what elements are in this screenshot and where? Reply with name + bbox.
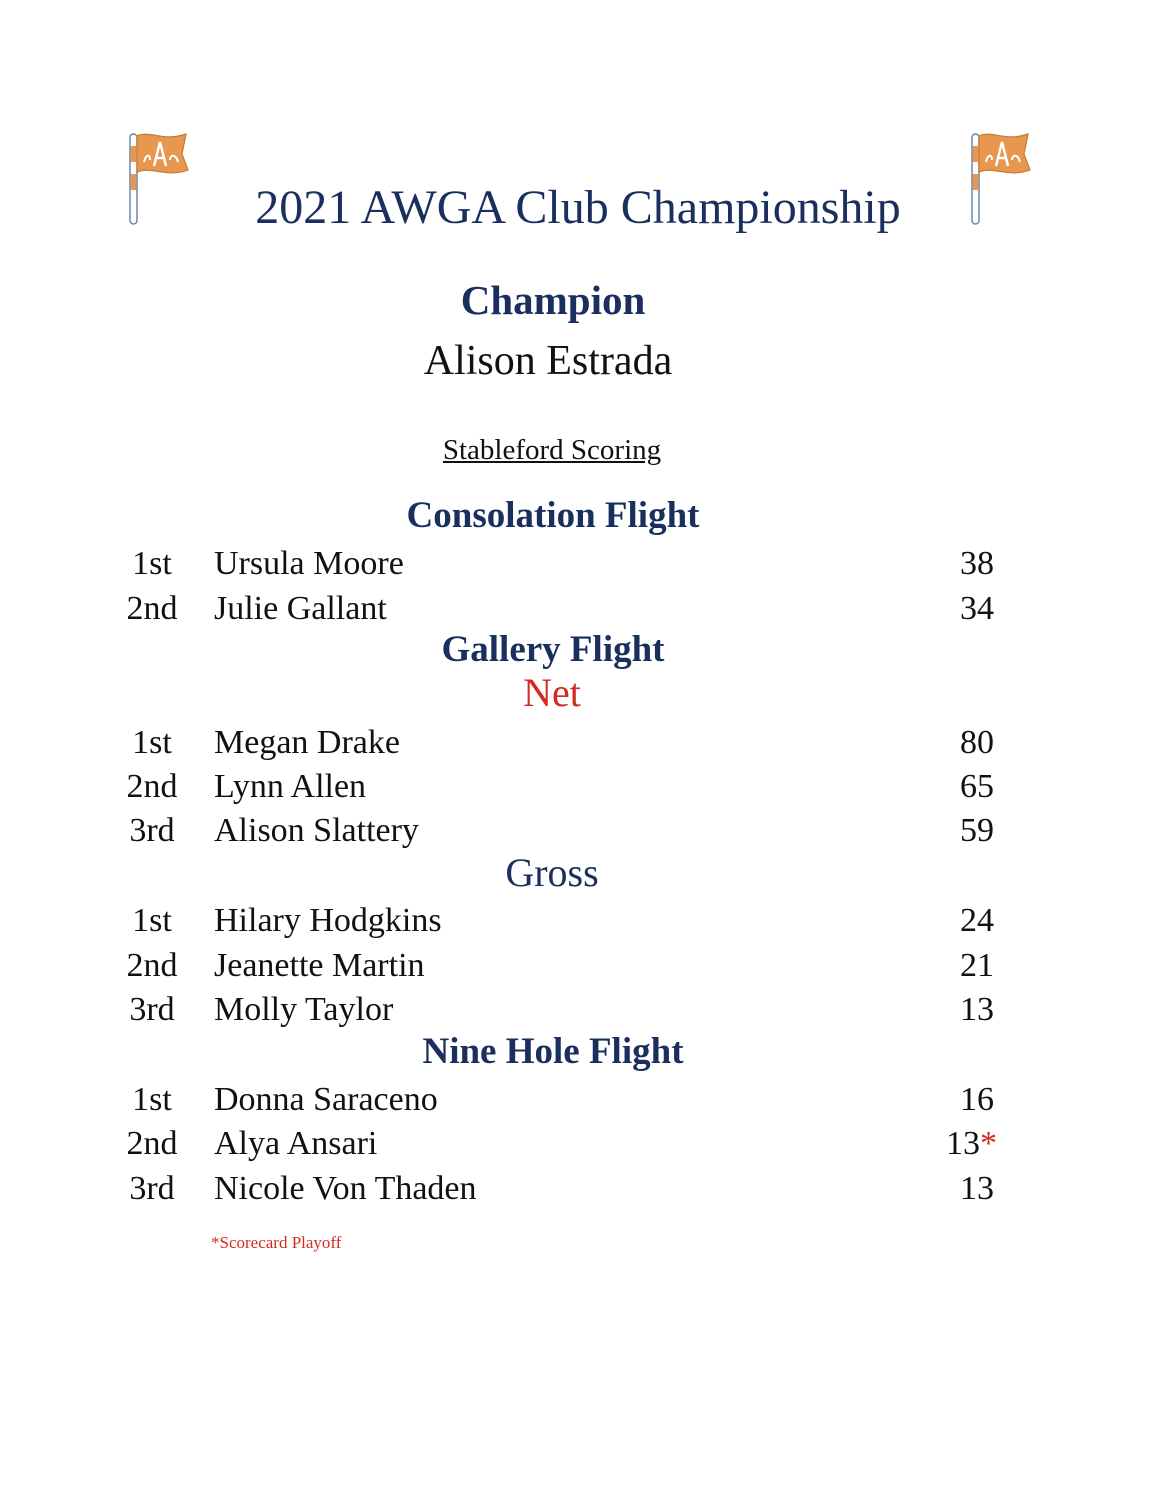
score: 24 [960, 902, 994, 939]
score: 38 [960, 545, 994, 582]
table-row [0, 587, 1156, 631]
place: 3rd [129, 991, 175, 1028]
champion-name: Alison Estrada [423, 338, 673, 384]
table-row [0, 899, 1156, 943]
champion-heading: Champion [460, 277, 646, 323]
score-with-marker [946, 1122, 997, 1166]
gross-subheading: Gross [505, 850, 599, 895]
nine-hole-flight-heading: Nine Hole Flight [422, 1031, 684, 1072]
gallery-flight-heading: Gallery Flight [441, 629, 665, 670]
player-name: Molly Taylor [214, 991, 394, 1028]
score: 13 [946, 1125, 980, 1162]
page-title: 2021 AWGA Club Championship [255, 181, 901, 234]
score: 13 [960, 991, 994, 1028]
player-name: Alison Slattery [214, 812, 419, 849]
player-name: Donna Saraceno [214, 1081, 438, 1118]
player-name: Jeanette Martin [214, 947, 425, 984]
net-subheading: Net [523, 670, 581, 715]
player-name: Nicole Von Thaden [214, 1170, 477, 1207]
table-row [0, 1078, 1156, 1122]
place: 3rd [129, 1170, 175, 1207]
score: 13 [960, 1170, 994, 1207]
footnote: *Scorecard Playoff [211, 1233, 342, 1252]
place: 1st [132, 902, 172, 939]
player-name: Ursula Moore [214, 545, 404, 582]
place: 2nd [126, 768, 178, 805]
score: 16 [960, 1081, 994, 1118]
table-row [0, 1167, 1156, 1211]
table-row [0, 988, 1156, 1032]
place: 2nd [126, 1125, 178, 1162]
player-name: Lynn Allen [214, 768, 367, 805]
score: 21 [960, 947, 994, 984]
table-row [0, 944, 1156, 988]
player-name: Julie Gallant [214, 590, 387, 627]
consolation-flight-heading: Consolation Flight [406, 495, 700, 536]
score: 65 [960, 768, 994, 805]
score: 59 [960, 812, 994, 849]
place: 3rd [129, 812, 175, 849]
scoring-method: Stableford Scoring [442, 434, 662, 466]
score: 34 [960, 590, 994, 627]
table-row [0, 721, 1156, 765]
player-name: Hilary Hodgkins [214, 902, 442, 939]
score: 80 [960, 724, 994, 761]
table-row [0, 1122, 1156, 1166]
place: 1st [132, 724, 172, 761]
place: 1st [132, 1081, 172, 1118]
table-row [0, 542, 1156, 586]
player-name: Alya Ansari [214, 1125, 378, 1162]
playoff-marker: * [980, 1125, 997, 1162]
place: 2nd [126, 947, 178, 984]
player-name: Megan Drake [214, 724, 400, 761]
place: 1st [132, 545, 172, 582]
table-row [0, 765, 1156, 809]
table-row [0, 809, 1156, 853]
place: 2nd [126, 590, 178, 627]
